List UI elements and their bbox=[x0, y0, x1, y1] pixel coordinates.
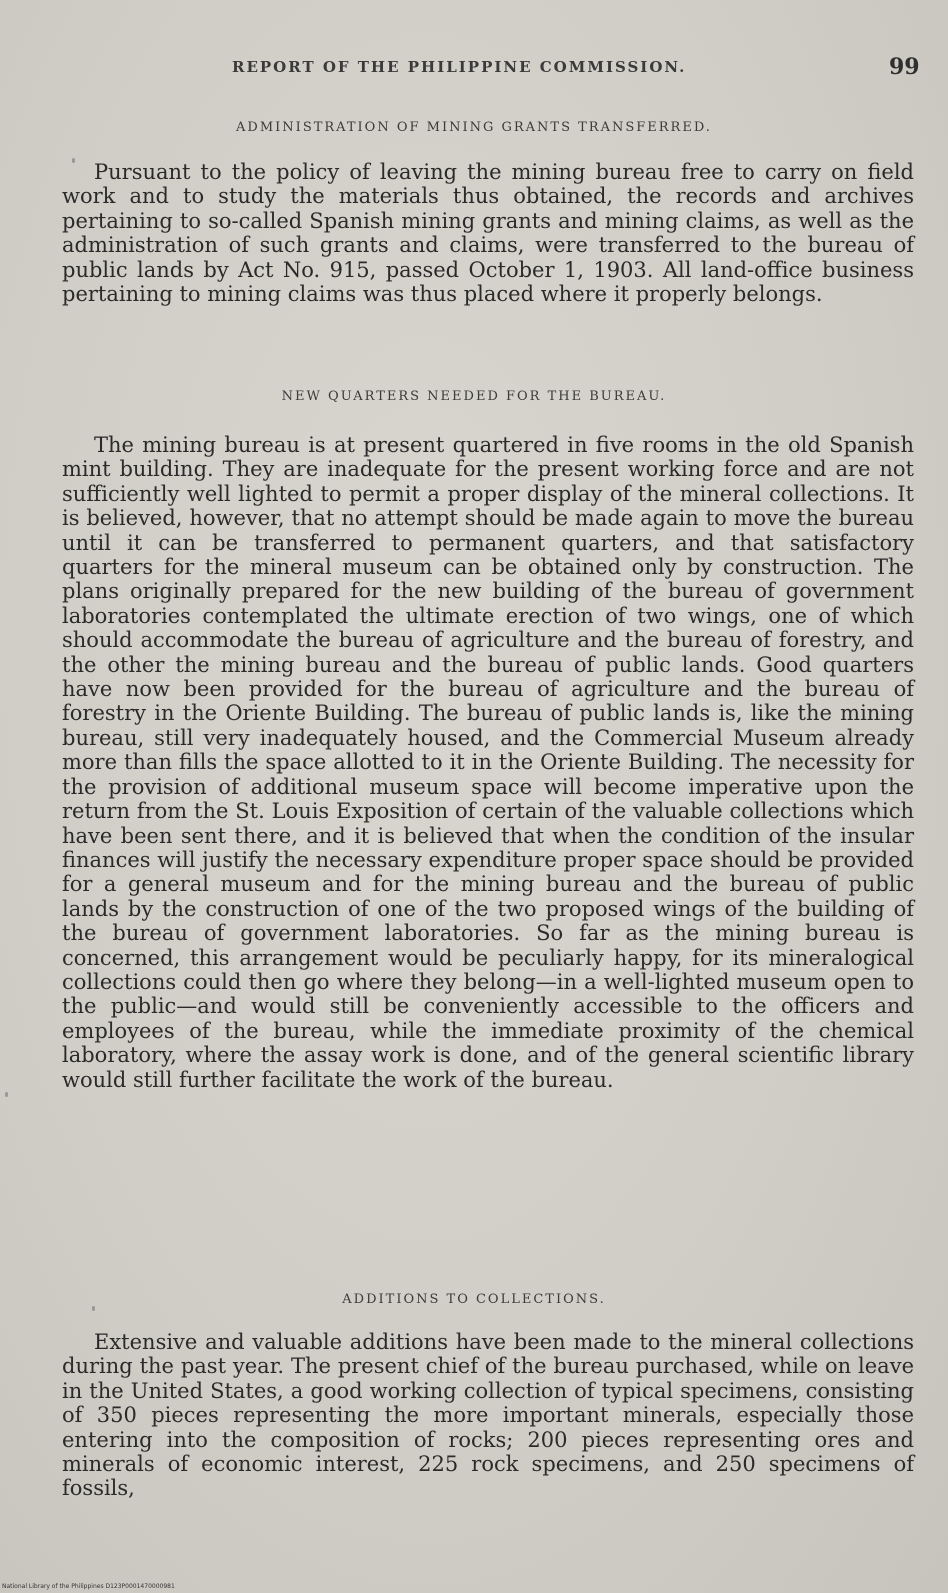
scan-speck bbox=[92, 1306, 95, 1311]
paragraph-new-quarters: The mining bureau is at present quartered in five rooms in the old Spanish mint building. They are inadequate for the present working force and are not sufficiently well lighted to permit a proper display of the mineral collections. It is believed, however, that no attempt should be made again to move the bureau until it can be transferred to permanent quarters, and that satisfactory quarters for the mineral museum can be obtained only by construction. The plans originally prepared for the new building of the bureau of government laboratories contemplated the ultimate erection of two wings, one of which should accommodate the bureau of agriculture and the bureau of forestry, and the other the mining bureau and the bureau of public lands. Good quarters have now been provided for the bureau of agriculture and the bureau of forestry in the Oriente Building. The bureau of public lands is, like the mining bureau, still very inadequately housed, and the Commercial Museum already more than fills the space allotted to it in the Oriente Building. The necessity for the provision of additional museum space will become imperative upon the return from the St. Louis Exposition of certain of the valuable collections which have been sent there, and it is believed that when the condition of the insular finances will justify the necessary expenditure proper space should be provided for a general museum and for the mining bureau and the bureau of public lands by the construction of one of the two proposed wings of the building of the bureau of government laboratories. So far as the mining bureau is concerned, this arrangement would be peculiarly happy, for its mineralogical collections could then go where they belong—in a well-lighted museum open to the public—and would still be conveniently accessible to the officers and employees of the bureau, while the immediate proximity of the chemical laboratory, where the assay work is done, and of the general scientific library would still further facilitate the work of the bureau. bbox=[62, 433, 914, 1092]
page-header bbox=[0, 54, 948, 88]
paragraph-additions: Extensive and valuable additions have been made to the mineral collections during the past year. The present chief of the bureau purchased, while on leave in the United States, a good working collection of typical specimens, consisting of 350 pieces representing the more important minerals, especially those entering into the composition of rocks; 200 pieces representing ores and minerals of economic interest, 225 rock specimens, and 250 specimens of fossils, bbox=[62, 1330, 914, 1501]
section-heading-new-quarters: NEW QUARTERS NEEDED FOR THE BUREAU. bbox=[281, 389, 667, 404]
paragraph-mining-grants: Pursuant to the policy of leaving the mining bureau free to carry on field work and to study the materials thus obtained, the records and archives pertaining to so-called Spanish mining grants and mining claims, as well as the administration of such grants and claims, were transferred to the bureau of public lands by Act No. 915, passed October 1, 1903. All land-office business pertaining to mining claims was thus placed where it properly belongs. bbox=[62, 160, 914, 307]
scan-credit-footer: National Library of the Philippines D123P0001470000981 bbox=[2, 1583, 175, 1590]
scan-speck bbox=[5, 1092, 8, 1097]
section-heading-mining-grants: ADMINISTRATION OF MINING GRANTS TRANSFERRED. bbox=[236, 120, 712, 135]
scan-speck bbox=[72, 158, 75, 163]
section-heading-additions: ADDITIONS TO COLLECTIONS. bbox=[342, 1292, 606, 1307]
running-head: REPORT OF THE PHILIPPINE COMMISSION. bbox=[232, 58, 687, 76]
page-number: 99 bbox=[889, 54, 920, 80]
